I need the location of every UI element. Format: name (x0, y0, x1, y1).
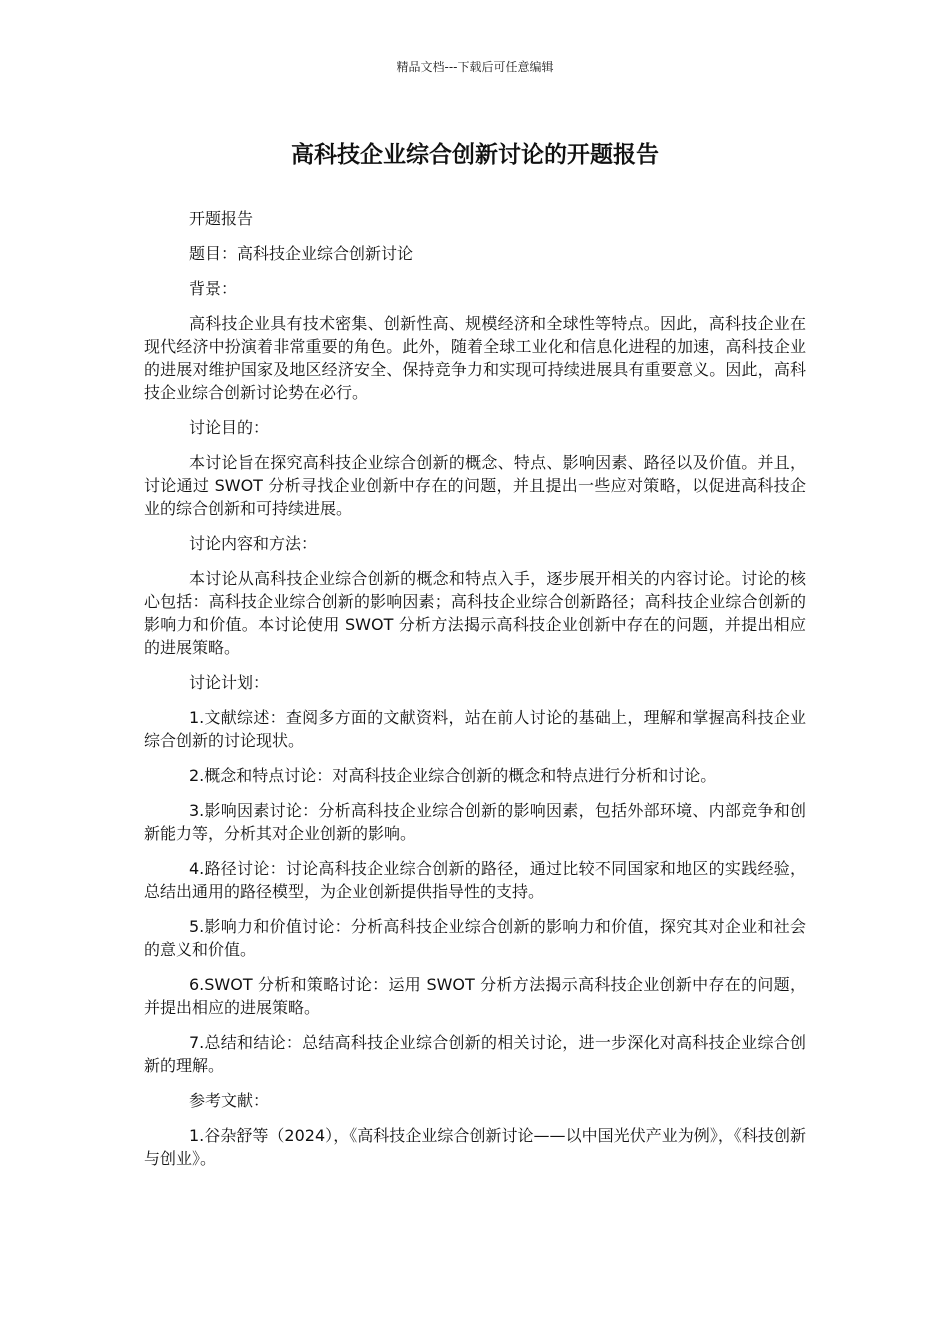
heading-background: 背景： (189, 279, 238, 298)
plan-item-2: 2.概念和特点讨论：对高科技企业综合创新的概念和特点进行分析和讨论。 (189, 766, 717, 785)
paragraph-content-method: 本讨论从高科技企业综合创新的概念和特点入手，逐步展开相关的内容讨论。讨论的核心包括：高科技企业综合创新的影响因素；高科技企业综合创新路径；高科技企业综合创新的影响力和价值。本讨论使用 SWOT 分析方法揭示高科技企业创新中存在的问题，并提出相应的进展策略。 (144, 569, 806, 657)
reference-item-1: 1.谷杂舒等（2024），《高科技企业综合创新讨论——以中国光伏产业为例》，《科技创新与创业》。 (144, 1126, 806, 1168)
paragraph-purpose: 本讨论旨在探究高科技企业综合创新的概念、特点、影响因素、路径以及价值。并且，讨论通过 SWOT 分析寻找企业创新中存在的问题，并且提出一些应对策略，以促进高科技企业的综合创新和可持续进展。 (144, 453, 806, 518)
paragraph-report-label: 开题报告 (189, 209, 254, 228)
paragraph-background: 高科技企业具有技术密集、创新性高、规模经济和全球性等特点。因此，高科技企业在现代经济中扮演着非常重要的角色。此外，随着全球工业化和信息化进程的加速，高科技企业的进展对维护国家及地区经济安全、保持竞争力和实现可持续进展具有重要意义。因此，高科技企业综合创新讨论势在必行。 (144, 314, 806, 402)
heading-references: 参考文献： (189, 1091, 270, 1110)
page-title: 高科技企业综合创新讨论的开题报告 (291, 142, 659, 168)
plan-item-6: 6.SWOT 分析和策略讨论：运用 SWOT 分析方法揭示高科技企业创新中存在的问题，并提出相应的进展策略。 (144, 975, 806, 1017)
heading-plan: 讨论计划： (189, 673, 270, 692)
heading-purpose: 讨论目的： (189, 418, 270, 437)
heading-content-method: 讨论内容和方法： (189, 534, 318, 553)
plan-item-3: 3.影响因素讨论：分析高科技企业综合创新的影响因素，包括外部环境、内部竞争和创新能力等，分析其对企业创新的影响。 (144, 801, 806, 843)
plan-item-5: 5.影响力和价值讨论：分析高科技企业综合创新的影响力和价值，探究其对企业和社会的意义和价值。 (144, 917, 806, 959)
plan-item-7: 7.总结和结论：总结高科技企业综合创新的相关讨论，进一步深化对高科技企业综合创新的理解。 (144, 1033, 806, 1075)
plan-item-1: 1.文献综述：查阅多方面的文献资料，站在前人讨论的基础上，理解和掌握高科技企业综合创新的讨论现状。 (144, 708, 806, 750)
paragraph-topic: 题目：高科技企业综合创新讨论 (189, 244, 414, 263)
document-body (144, 207, 806, 1182)
plan-item-4: 4.路径讨论：讨论高科技企业综合创新的路径，通过比较不同国家和地区的实践经验，总结出通用的路径模型，为企业创新提供指导性的支持。 (144, 859, 806, 901)
header-note: 精品文档---下载后可任意编辑 (396, 60, 554, 74)
